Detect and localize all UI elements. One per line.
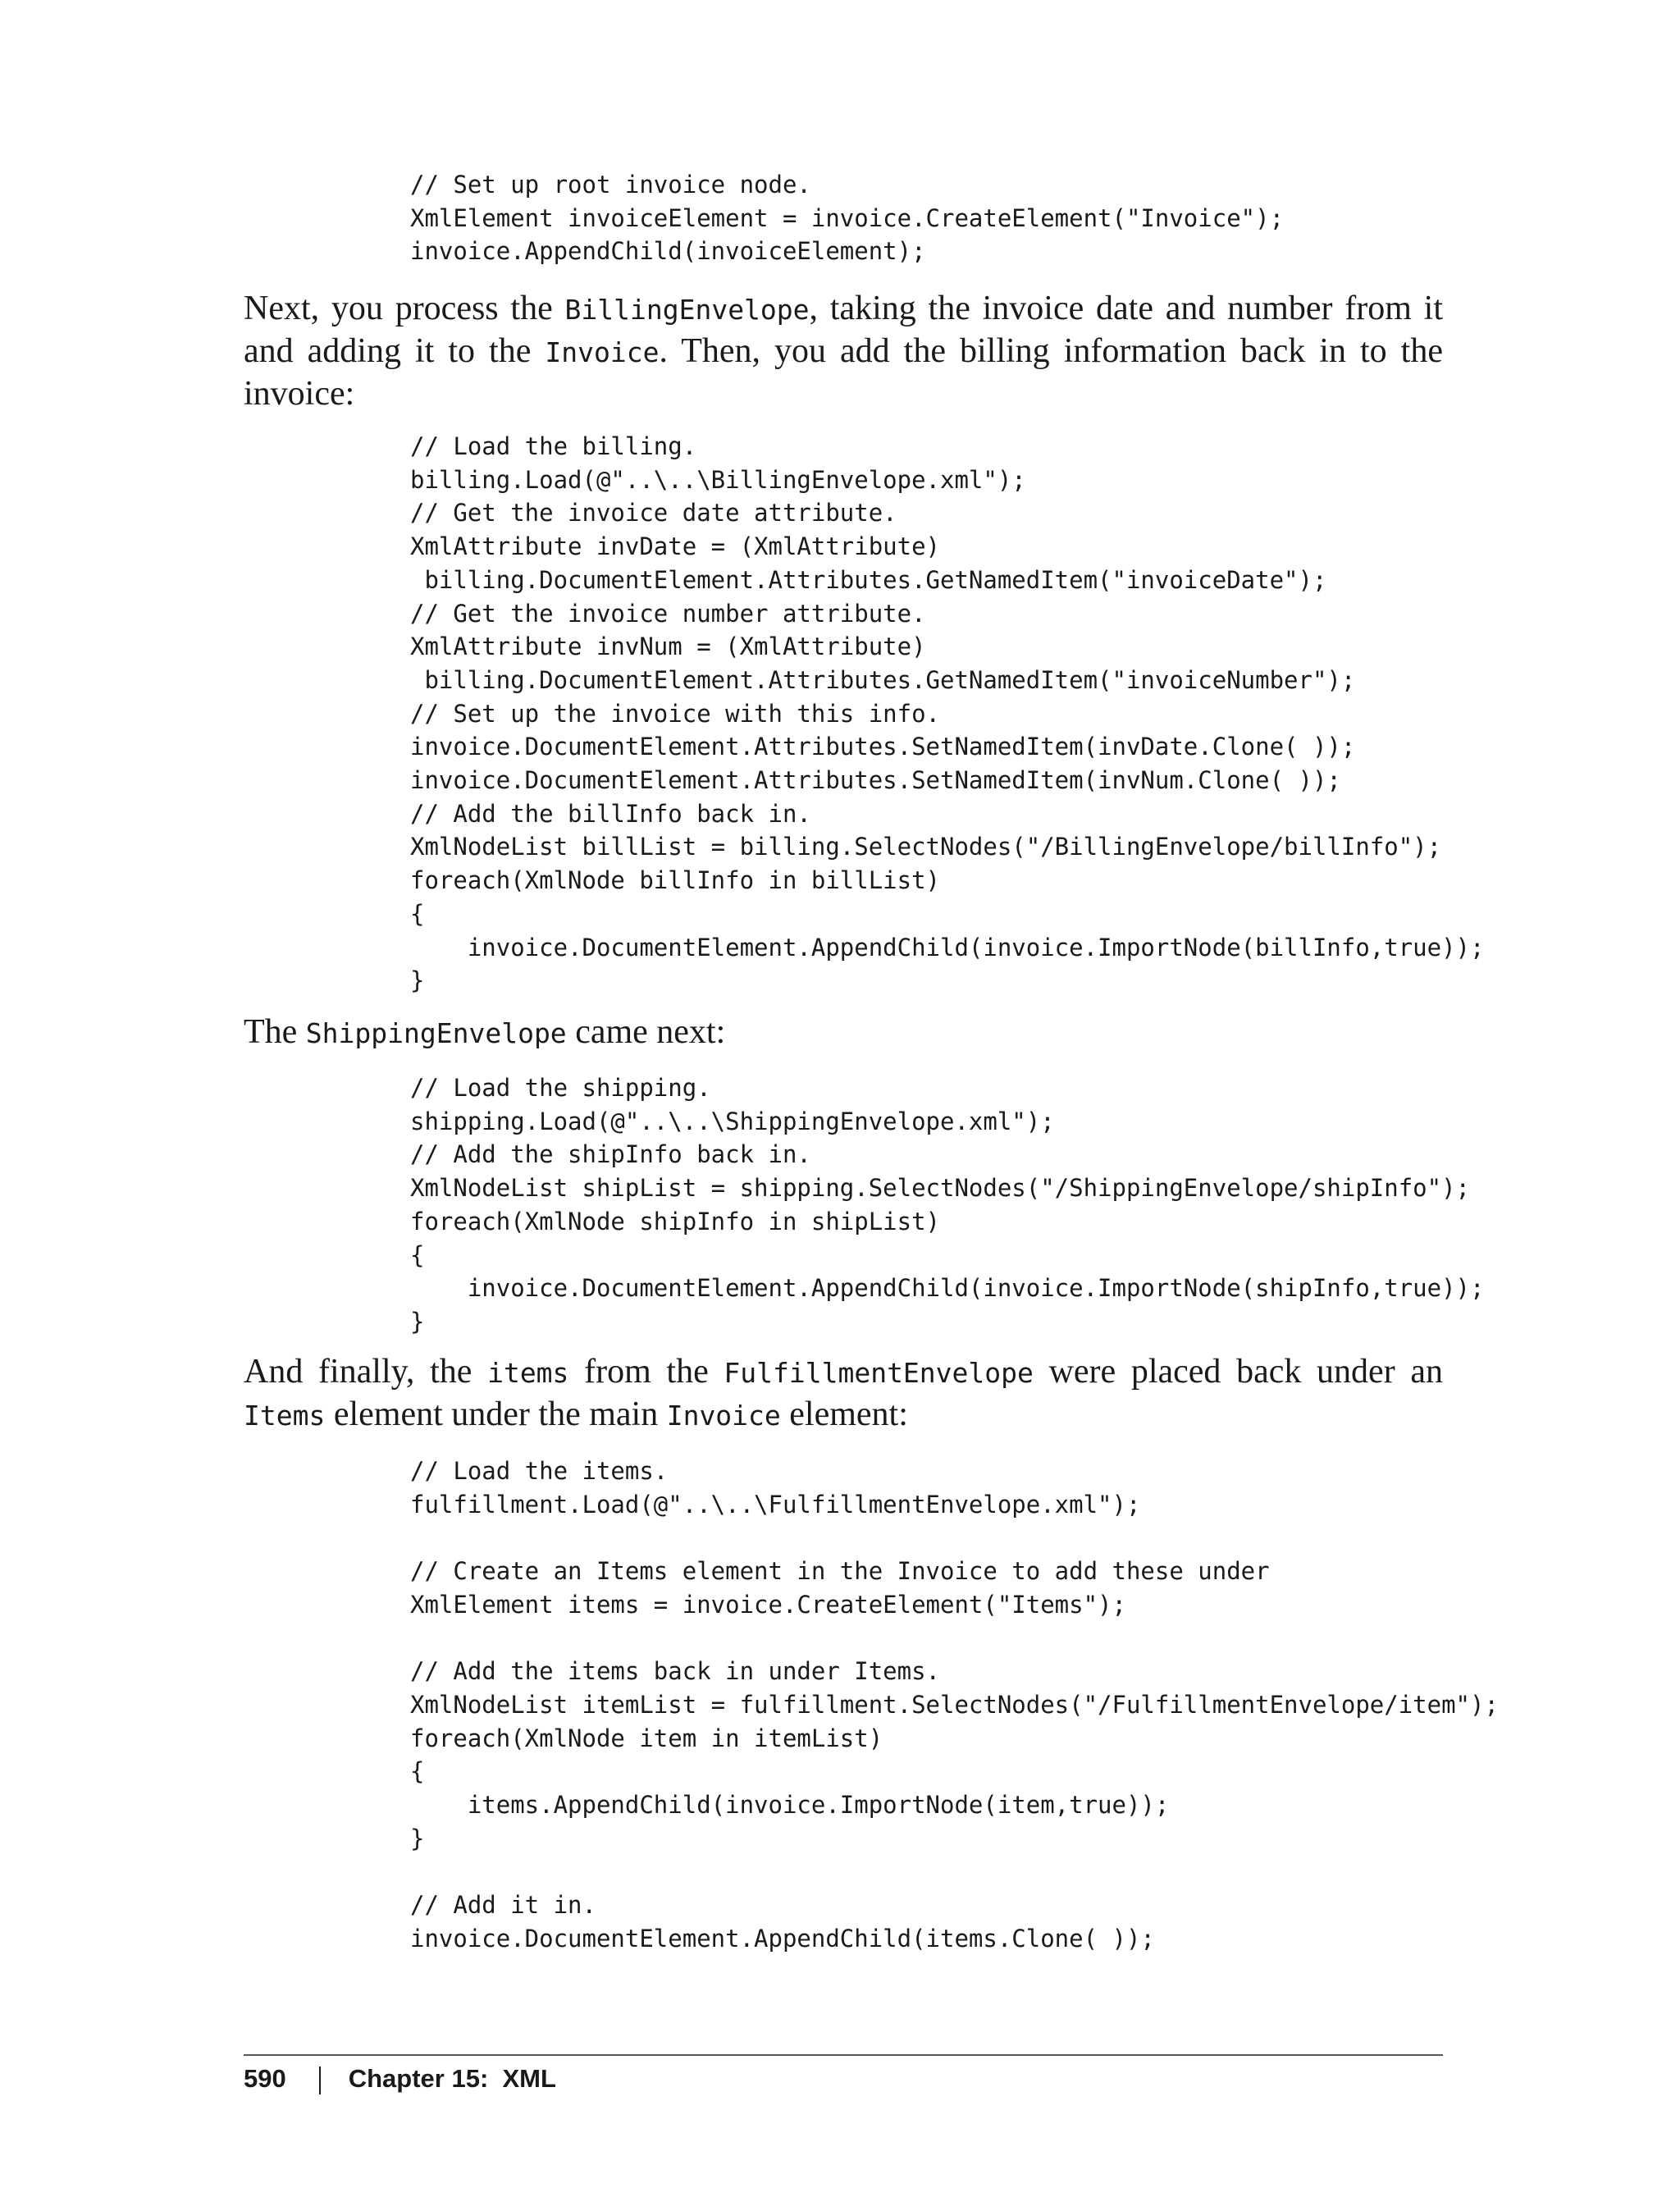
page-footer <box>244 2061 556 2097</box>
paragraph-fulfillment-envelope <box>244 1351 1443 1436</box>
paragraph-billing-envelope <box>244 288 1443 415</box>
inline-code: BillingEnvelope <box>564 294 810 326</box>
paragraph-shipping-envelope <box>244 1012 1443 1054</box>
inline-code: Invoice <box>666 1400 781 1432</box>
paragraph-text: . Then, you add the billing information back in to the invoice: <box>244 332 1443 413</box>
paragraph-text: from the <box>568 1353 724 1391</box>
paragraph-text: element under the main <box>325 1395 667 1433</box>
code-block-fulfillment: // Load the items. fulfillment.Load(@"..\..\FulfillmentEnvelope.xml"); // Create an Items element in the Invoice to add these under XmlElement items = invoice.CreateElement("Items"); // Add the items back in under Items. XmlNodeList itemList = fulfillment.SelectNodes("/FulfillmentEnvelope/item"); foreach(XmlNode item in itemList) { items.AppendChild(invoice.ImportNode(item,true)); } // Add it in. invoice.DocumentElement.AppendChild(items.Clone( )); <box>410 1457 1499 1953</box>
inline-code: ShippingEnvelope <box>305 1017 567 1049</box>
inline-code: FulfillmentEnvelope <box>724 1357 1034 1389</box>
paragraph-text: And finally, the <box>244 1353 488 1391</box>
code-block-shipping: // Load the shipping. shipping.Load(@"..\..\ShippingEnvelope.xml"); // Add the shipInfo back in. XmlNodeList shipList = shipping.SelectNodes("/ShippingEnvelope/shipInfo"); foreach(XmlNode shipInfo in shipList) { invoice.DocumentElement.AppendChild(invoice.ImportNode(shipInfo,true)); } <box>410 1074 1485 1336</box>
code-block-root-invoice: // Set up root invoice node. XmlElement invoiceElement = invoice.CreateElement("Invoice"); invoice.AppendChild(invoiceElement); <box>410 171 1285 266</box>
footer-divider <box>244 2054 1443 2056</box>
inline-code: Items <box>244 1400 326 1432</box>
page-number: 590 <box>244 2064 286 2093</box>
paragraph-text: The <box>244 1013 306 1051</box>
paragraph-text: came next: <box>566 1013 726 1051</box>
footer-separator <box>319 2067 321 2094</box>
inline-code: items <box>487 1357 569 1389</box>
chapter-title: Chapter 15: XML <box>348 2064 556 2093</box>
code-block-billing: // Load the billing. billing.Load(@"..\..\BillingEnvelope.xml"); // Get the invoice date attribute. XmlAttribute invDate = (XmlAttribute) billing.DocumentElement.Attributes.GetNamedItem("invoiceDate"); // Get the invoice number attribute. XmlAttribute invNum = (XmlAttribute) billing.DocumentElement.Attributes.GetNamedItem("invoiceNumber"); // Set up the invoice with this info. invoice.DocumentElement.Attributes.SetNamedItem(invDate.Clone( )); invoice.DocumentElement.Attributes.SetNamedItem(invNum.Clone( )); // Add the billInfo back in. XmlNodeList billList = billing.SelectNodes("/BillingEnvelope/billInfo"); foreach(XmlNode billInfo in billList) { invoice.DocumentElement.AppendChild(invoice.ImportNode(billInfo,true)); } <box>410 432 1485 995</box>
paragraph-text: element: <box>780 1395 908 1433</box>
inline-code: Invoice <box>545 336 660 368</box>
paragraph-text: , taking the invoice date and number from it and adding it to the <box>244 290 1443 370</box>
paragraph-text: Next, you process the <box>244 290 565 327</box>
paragraph-text: were placed back under an <box>1033 1353 1443 1391</box>
